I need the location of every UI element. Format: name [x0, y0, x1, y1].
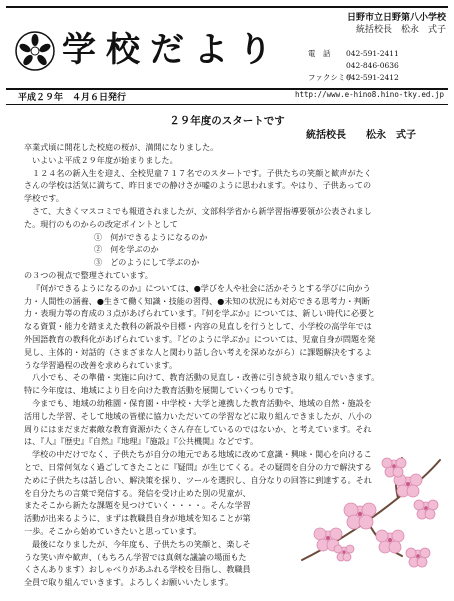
masthead-box	[6, 6, 448, 90]
contact-label: 電 話	[308, 49, 331, 58]
para-line: うな笑い声や歓声、（もちろん学習では真剣な議論の場面もた	[24, 551, 247, 562]
para-line: いよいよ平成２９年度が始まりました。	[32, 154, 178, 165]
para-line: さて、大きくマスコミでも報道されましたが、文部科学省から新学習指導要領が公表されまし	[32, 205, 372, 216]
point-item: ① 何ができるようになるのか	[94, 231, 208, 242]
point-item: ③ どのようにして学ぶのか	[94, 257, 200, 268]
para-line: 活動が出来るように、まずは教職員自身が地域を知ることが第	[24, 513, 251, 524]
para-line: さんの学校は活気に満ちて、昨日までの静けさが嘘のように思われます。やはり、子供あっての	[24, 180, 372, 191]
para-line: 学校の中だけでなく、子供たちが自分の地元である地域に改めて意識・興味・関心を向けるこ	[32, 449, 372, 460]
para-line: 力・表現力等の育成の３点があげられています。『何を学ぶか』については、新しい時代に必要と	[24, 308, 376, 319]
cherry-blossom-illustration	[298, 452, 444, 570]
para-line: 全員で取り組んでいきます。よろしくお願いいたします。	[24, 577, 234, 588]
para-line: 周りにはまだまだ素敵な教育資源がたくさん存在しているのではないか、と考えています。それ	[24, 423, 372, 434]
para-line: 最後になりましたが、今年度も、子供たちの笑顔と、楽しそ	[32, 538, 251, 549]
school-emblem-icon	[14, 30, 56, 72]
header-divider	[6, 104, 448, 105]
contact-value: 042-591-2411	[346, 49, 399, 58]
para-line: 八小でも、その準備・実施に向けて、教育活動の見直し・改善に引き続き取り組んでいきます。	[32, 372, 380, 383]
para-line: 力・人間性の涵養、●生きて働く知識・技能の習得、●未知の状況にも対応できる思考力・判断	[24, 295, 370, 306]
para-line: 特に今年度は、地域により目を向けた教育活動を展開していくつもりです。	[24, 385, 299, 396]
contact-value: 042-591-2412	[346, 73, 399, 82]
para-line: 『何ができるようになるのか』については、●学びを人や社会に活かそうとする学びに向かう	[32, 282, 371, 293]
para-line: 外国語教育の教科化があげられています。『どのように学ぶか』については、児童自身が問題を発	[24, 333, 376, 344]
principal-name: 統括校長 松永 式子	[355, 25, 446, 35]
issue-row	[10, 90, 444, 104]
contact-phone-2	[308, 60, 448, 72]
para-line: とで、日常何気なく過ごしてきたことに『疑問』が生じてくる。その疑問を自分の力で解決する	[24, 461, 372, 472]
article-byline: 統括校長 松永 式子	[306, 130, 416, 141]
para-line: うな学習過程の改善を求められています。	[24, 359, 178, 370]
contact-label: ファクシミリ	[308, 73, 353, 82]
point-item: ② 何を学ぶのか	[94, 244, 159, 255]
school-name: 日野市立日野第八小学校	[346, 13, 446, 23]
para-line: の３つの視点で整理されています。	[24, 269, 153, 280]
article-title: ２９年度のスタートです	[169, 115, 285, 127]
para-line: 卒業式頃に開花した校庭の桜が、満開になりました。	[24, 142, 219, 152]
para-line: を自分たちの言葉で発信する。発信を受け止めた別の児童が、	[24, 487, 251, 498]
school-url-link[interactable]: http://www.e-hino8.hino-tky.ed.jp	[294, 90, 444, 99]
para-line: なる資質・能力を踏まえた教科の新設や目標・内容の見直しを行うとして、小学校の高学年では	[24, 321, 372, 332]
masthead-right	[264, 8, 450, 88]
para-line: くさんあります）おしゃべりがあふれる学校を目指し、教職員	[24, 564, 251, 575]
para-line: 学校です。	[24, 193, 64, 204]
masthead-title: 学校だより	[62, 30, 282, 70]
contact-value: 042-846-0636	[346, 61, 399, 70]
contact-phone	[308, 48, 448, 60]
para-line: 今までも、地域の幼稚園・保育園・中学校・大学と連携した教育活動や、地域の自然・施設を	[32, 397, 372, 408]
masthead-left	[14, 12, 282, 88]
para-line: 見し、主体的・対話的（さまざまな人と関わり話し合い考えを深めながら）に課題解決をするよ	[24, 346, 373, 357]
para-line: ために子供たちは話し合い、解決策を探り、ツールを選択し、自分なりの回答に到達する。それ	[24, 474, 372, 485]
contact-fax	[308, 72, 448, 84]
issue-date: 平成２９年 ４月６日発行	[18, 93, 127, 103]
points-list	[24, 231, 434, 269]
para-line: 一歩。そこから始めていきたいと思っています。	[24, 525, 202, 536]
para-line: た。現行のものからの改定ポイントとして	[24, 218, 178, 229]
para-line: 活用した学習、そして地域の皆様に協力いただいての学習などに取り組んできましたが、八小の	[24, 410, 373, 421]
para-line: またそこから新たな課題を見つけていく・・・・。そんな学習	[24, 500, 251, 511]
para-line: は、『人』『歴史』『自然』『地理』『施設』『公共機関』などです。	[24, 436, 259, 447]
para-line: １２４名の新入生を迎え、全校児童７１７名でのスタートです。子供たちの笑顔と歓声がたく	[32, 167, 372, 178]
